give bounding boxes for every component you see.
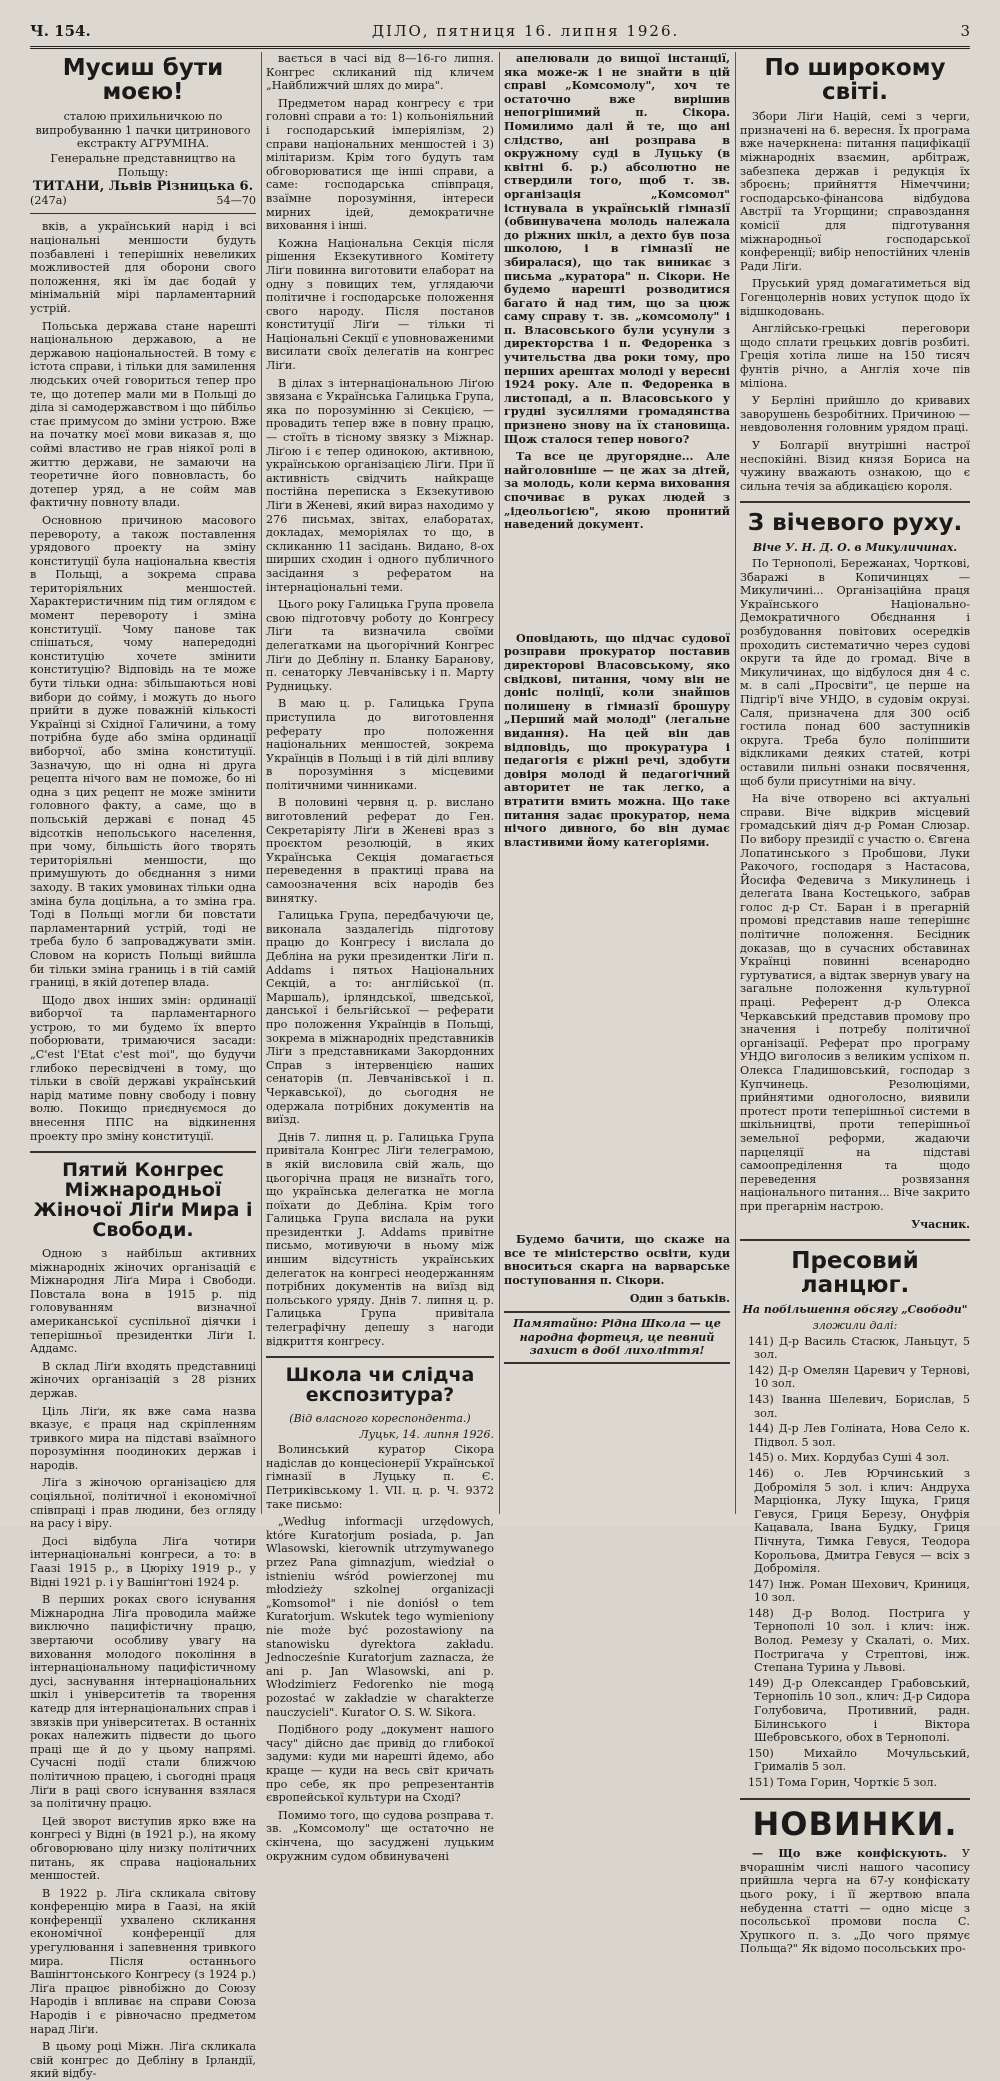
article-paragraph: Волинський куратор Сікора надіслав до концесіонерії Української гімназії в Луцьку п. Є. Петриківському 1. VII. ц. р. Ч. 9372 таке письмо: bbox=[266, 1443, 494, 1511]
list-item: 142) Д-р Омелян Царевич у Тернові, 10 зол. bbox=[748, 1363, 970, 1391]
list-item: 148) Д-р Волод. Пострига у Тернополі 10 зол. і клич: інж. Волод. Ремезу у Скалаті, о. Мих. Постригача у Стрептові, інж. Степана Турина у Львові. bbox=[748, 1606, 970, 1675]
column-divider bbox=[735, 52, 736, 1514]
divider bbox=[740, 1798, 970, 1800]
masthead bbox=[30, 18, 970, 44]
column-divider bbox=[499, 52, 500, 1514]
article-paragraph: вків, а український нарід і всі національні меншости будуть позбавлені і теперішніх невеликих можливостей для оборони свого положення, які їм дає бодай у мінімальній мірі парламентарний устрій. bbox=[30, 220, 256, 315]
news-item: Пруський уряд домагатиметься від Гогенцолернів нових уступок щодо їх відшкодовань. bbox=[740, 277, 970, 318]
divider bbox=[740, 501, 970, 503]
list-item: 145) о. Мих. Кордубаз Суші 4 зол. bbox=[748, 1451, 950, 1465]
column-divider bbox=[261, 52, 262, 1514]
section-headline: По широкому світі. bbox=[764, 55, 946, 106]
article-paragraph: Будемо бачити, що скаже на все те міністерство освіти, куди вноситься скарга на варварське поступовання п. Сікори. bbox=[504, 1232, 730, 1288]
news-item: Збори Ліґи Націй, семі з черги, призначені на 6. вересня. Їх програма вже начеркнена: питання пацифікації міжнародніх взаємин, арбітраж, забезпека держав і редукція їх зброєнь; прийняття Німеччини; господарсько-фінансова відбудова Австрії та Угорщини; справоздання комісії для підготування міжнародньої господарської конференції; вибір непостійних членів Ради Ліґи. bbox=[740, 110, 970, 273]
ad-code: (247а) bbox=[30, 193, 67, 207]
newspaper-title-date: ДІЛО, пятниця 16. липня 1926. bbox=[371, 22, 680, 40]
article-paragraph: Досі відбула Ліґа чотири інтернаціональні конгреси, а то: в Гаазі 1915 р., в Цюріху 1919 р., у Відні 1921 р. і у Вашінґтоні 1924 р. bbox=[30, 1534, 256, 1589]
article-paragraph: Та все це другорядне... Але найголовніше — це жах за дітей, за молодь, коли керма виховання спочиває в руках людей з „ідеольогією", якою пронитий наведений документ. bbox=[504, 449, 730, 532]
list-item: 147) Інж. Роман Шехович, Криниця, 10 зол. bbox=[748, 1577, 970, 1605]
column-2 bbox=[266, 52, 494, 1863]
article-paragraph: В склад Ліґи входять представниці жіночих організацій з 28 різних держав. bbox=[30, 1359, 256, 1400]
article-paragraph: В 1922 р. Ліґа скликала світову конференцію мира в Гаазі, на якій конференції ухвалено скликання економічної конференції для урегулювання і запевнення тривкого мира. Після останнього Вашінгтонського Конгресу (з 1924 р.) Ліґа працює рівнобіжно до Союзу Народів і впливає на справи Союза Народів і є рівночасно предметом нарад Ліґи. bbox=[30, 1886, 256, 2036]
article-paragraph: Кожна Національна Секція після рішення Екзекутивного Комітету Ліґи повинна виготовити елаборат на одну з повищих тем, углядаючи політичне і господарське положення свого народу. Після постанов конституції Ліґи — тільки ті Національні Секції є уповноваженими висилати своїх делегатів на конгрес Ліґи. bbox=[266, 236, 494, 373]
list-item: 146) о. Лев Юрчинський з Доброміля 5 зол. і клич: Андруха Марціонка, Луку Іщука, Гриця Гевуся, Гриця Березу, Онуфрія Кацавала, Івана Будку, Гриця Пічнута, Тимка Гевуся, Теодора Корольова, Дмитра Гевуся — всіх з Доброміля. bbox=[748, 1466, 970, 1576]
section-subtitle: зложили далі: bbox=[812, 1319, 898, 1333]
article-paragraph: В маю ц. р. Галицька Група приступила до виготовлення реферату про положення національних меншостей, зокрема Українців в Польщі і в тій ділі впливу в порозуміння з місцевими політичними чинниками. bbox=[266, 697, 494, 792]
news-item: У Болгарії внутрішні настрої неспокійні. Візид князя Бориса на чужину вважають ознакою, що є сильна течія за абдикацією короля. bbox=[740, 438, 970, 493]
list-item: 141) Д-р Василь Стасюк, Ланьцут, 5 зол. bbox=[748, 1334, 970, 1362]
column-3 bbox=[504, 52, 730, 1514]
article-signature: Учасник. bbox=[911, 1217, 970, 1231]
column-4 bbox=[740, 52, 970, 1956]
article-headline: Пятий Конгрес Міжнародньої Жіночої Ліґи Мира і Свободи. bbox=[33, 1159, 253, 1242]
divider bbox=[266, 1356, 494, 1358]
list-item: 149) Д-р Олександер Грабовський, Тернопіль 10 зол., клич: Д-р Сидора Голубовича, Противний, радн. Білинського і Віктора Шебровського, обох в Тернополі. bbox=[748, 1676, 970, 1745]
list-item: 144) Д-р Лев Голіната, Нова Село к. Підвол. 5 зол. bbox=[748, 1422, 970, 1449]
article-paragraph: Помимо того, що судова розправа т. зв. „Комсомолу" ще остаточно не скінчена, що засуджені луцьким окружним судом обвинувачені bbox=[266, 1808, 494, 1863]
list-item: 143) Іванна Шелевич, Борислав, 5 зол. bbox=[748, 1392, 970, 1420]
article-paragraph: Ціль Ліґи, як вже сама назва вказує, є праця над скріпленням тривкого мира на підставі взаїмного порозуміння поодиноких держав і народів. bbox=[30, 1404, 256, 1472]
top-rule bbox=[30, 46, 970, 49]
article-paragraph: На віче отворено всі актуальні справи. Віче відкрив місцевий громадський діяч д-р Роман Слюзар. По вибору президії с участю о. Євгена Лопатинського з Пробшови, Луки Ракочого, господаря з Настасова, Йосифа Федевича з Микулинець і делегата Івана Костецького, забрав голос д-р Ст. Баран і в прегарній промові представив наше теперішнє політичне положення. Бесідник доказав, що в сучасних обставинах Українці повинні всенародно гуртуватися, а відтак звернув увагу на загальне положення культурної праці. Референт д-р Олекса Черкавський представив промову про значення і потребу політичної організації. Реферат про програму УНДО виголосив з великим успіхом п. Олекса Гладишовський, господар з Купчинець. Резолюціями, прийнятими одноголосно, виявили протест проти теперішньої системи в шкільництві, проти теперішньої земельної реформи, жадаючи парцеляції на підставі самоопреділення та щодо переведення розвязання національного питання... Віче закрито при прегарнім настрою. bbox=[740, 792, 970, 1213]
ad-codes bbox=[30, 194, 256, 208]
news-item: У вчорашнім числі нашого часопису прийшла черга на 67-у конфіскату цього року, і її жертвою впала небуденна статті — одно місце з посольської промови посла С. Хрупкого п. з. „До чого прямує Польща?" Як відомо посольських про- bbox=[740, 1847, 970, 1956]
quoted-letter: „Według informacji urzędowych, które Kuratorjum posiada, p. Jan Wlasowski, kierownik utrzymywanego przez Pana gimnazjum, wiedział o istnieniu wśród powierzonej mu młodzieży szkolnej organizacji „Komsomoł" i nie doniósł o tem Kuratorjum. Wskutek tego wymieniony nie może być pozostawiony na stanowisku dyrektora zakładu. Jednocześnie Kuratorjum zaznacza, że ani p. Jan Wlasowski, ani p. Włodzimierz Fedorenko nie mogą pozostać w zakładzie w charakterze nauczycieli". Kurator O. S. W. Sikora. bbox=[266, 1515, 494, 1719]
article-paragraph: По Тернополі, Бережанах, Чорткові, Збаражі в Копичинцях — Микуличині... Організаційна праця Українського Національно-Демократичного Обєднання і розбудовання повітових осередків проходить систематично через судові округи та йде до громад. Віче в Микуличинах, що відбулося дня 4 с. м. в салі „Просвіти", це перше на Підгір'ї віче УНДО, в судовім окрузі. Саля, призначена для 300 осіб гостила понад 600 заступників округа. Треба було поліпшити відкликами деяких статей, котрі оставили пильні ознаки посвячення, щоб були присутніми на вічу. bbox=[740, 557, 970, 788]
article-paragraph: Основною причиною масового перевороту, а також поставлення урядового проекту на зміну конституції була національна квестія в Польщі, а зокрема справа територіяльних меншостей. Характеристичним під тим оглядом є момент перевороту і зміна конституції. Чому панове так спішаться, чому напередодні конституцію хочете змінити конституцію? Відповідь на те може бути тільки одна: збільшаються нові вибори до сойму, і можуть до нього прийти в дуже поважній кількості Українці зі Східної Галичини, а тому потрібна буде або зміна ординації виборчої, або зміна конституції. Зазначую, що ні одна ні друга рецепта нічого вам не поможе, бо ні одна з цих рецепт не може змінити головного факту, а саме, що в польській державі є понад 45 відсотків непольського населення, при чому, більшість його творять територіяльні меншости, що примушують до обєднання з ними заходу. В таких умовинах тільки одна зміна була доцільна, а то зміна гра. Тоді в Польщі могли би повстати парламентарний устрій, тоді не треба було б запроваджувати змін. Словом на користь Польщі вийшла би тільки зміна границь і в тій самій границі, в якій дотепер влада. bbox=[30, 513, 256, 990]
issue-number: Ч. 154. bbox=[30, 22, 91, 40]
ad-representative: Генеральне представництво на Польщу: bbox=[50, 152, 236, 179]
article-paragraph: В половині червня ц. р. вислано виготовлений реферат до Ген. Секретаріяту Ліґи в Женеві враз з проєктом резолюцій, в яких Українська Секція домагається переведення в практиці права на самоозначення всіх народів без винятку. bbox=[266, 796, 494, 905]
page-number: 3 bbox=[960, 22, 970, 40]
section-subtitle: Віче У. Н. Д. О. в Микуличинах. bbox=[752, 541, 958, 555]
column-1 bbox=[30, 52, 256, 2081]
article-paragraph: Польська держава стане нарешті національною державою, а не державою національностей. В тому є істота справи, і тільки для замилення людських очей говориться тепер про те, що дотепер мали ми в Польщі до діла зі самодержавством і що пйбільо стає примусом до зміни устрою. Вже на початку моєї мови виказав я, що соймі властиво не грав ніякої ролі в життю держави, не замаючи на теоретичне його повновласть, бо дотепер уряд, а не сойм мав фактичну повноту влади. bbox=[30, 319, 256, 510]
ad-number: 54—70 bbox=[216, 193, 256, 207]
article-paragraph: Щодо двох інших змін: ординації виборчої та парламентарного устрою, то ми будемо їх вперто поборювати, тримаючися засади: „С'est l'Etat c'est moi", що будучи глибоко пересвідчені в тому, що тільки в своїй державі український нарід матиме повну свободу і повну волю. Покищо приєднуємося до внесення ППС на відкинення проекту про зміну конституції. bbox=[30, 993, 256, 1143]
article-paragraph: В ділах з інтернаціональною Ліґою звязана є Українська Галицька Група, яка по порозумінню зі Секцією, — провадить тепер вже в повну працю, — стоїть в тісному звязку з Міжнар. Ліґою і є тепер одинокою, активною, українською організацією Ліґи. При її активність свідчить найкраще постійна переписка з Екзекутивою Ліґи в Женеві, який вираз находимо у 276 письмах, звітах, елаборатах, докладах, меморіялах то що, в скликанню 11 засідань. Видано, 8-ох ширших сходин і одного публичного засідання з рефератом на інтернаціональні теми. bbox=[266, 376, 494, 594]
article-paragraph: Галицька Група, передбачуючи це, виконала заздалегідь підготову працю до Конгресу і вислала до Дебліна на руки президентки Ліґи п. Addams і пятьох Національних Секцій, а то: англійської (п. Маршаль), ірляндської, шведської, данської і бельгійської — реферати про положення Українців в Польщі, зокрема в міжнародніх представників Ліґи з представниками Закордонних Справ з інтервенцією наших сенаторів (п. Левчанівської і п. Черкавської), до сьогодня не одержала потрібних документів на виїзд. bbox=[266, 909, 494, 1127]
news-item: У Берліні прийшло до кривавих заворушень безробітних. Причиною — невдоволення головним урядом праці. bbox=[740, 394, 970, 435]
news-item: Англійсько-грецькі переговори щодо сплати грецьких довгів розбиті. Греція хотіла лише на 150 тисяч фунтів річно, а Англія хоче пів міліона. bbox=[740, 322, 970, 390]
article-paragraph: вається в часі від 8—16-го липня. Конгрес скликаний під кличем „Найближчий шлях до мира". bbox=[266, 52, 494, 93]
section-headline: З вічевого руху. bbox=[747, 510, 963, 537]
ad-text: сталою прихильничкою по випробуванню 1 пачки цитринового екстракту АГРУМІНА. bbox=[35, 110, 251, 151]
article-paragraph: В цьому році Міжн. Ліґа скликала свій конгрес до Дебліну в Ірландії, який відбу- bbox=[30, 2040, 256, 2081]
article-signature: Один з батьків. bbox=[629, 1291, 730, 1305]
article-paragraph: Цього року Галицька Група провела свою підготовчу роботу до Конгресу Ліґи та визначила своїми делегатками на цьогорічний Конгрес Ліґи до Дебліну п. Бланку Баранову, п. сенаторку Левчанівську і п. Марту Рудницьку. bbox=[266, 598, 494, 693]
ad-firm: ТИТАНИ, Львів Різницька 6. bbox=[32, 179, 254, 195]
section-headline: Пресовий ланцюг. bbox=[791, 1248, 919, 1299]
ad-headline: Мусиш бути моєю! bbox=[62, 55, 224, 106]
list-item: 150) Михайло Мочульський, Грималів 5 зол. bbox=[748, 1746, 970, 1774]
list-item: 151) Тома Горин, Чорткіє 5 зол. bbox=[748, 1776, 938, 1790]
section-subtitle: На побільшення обсягу „Свободи" bbox=[742, 1303, 968, 1317]
article-headline: Школа чи слідча експозитура? bbox=[285, 1364, 475, 1407]
divider bbox=[740, 1239, 970, 1241]
article-byline: (Від власного кореспондента.) bbox=[289, 1412, 471, 1426]
censored-blank bbox=[504, 536, 730, 632]
article-paragraph: Одною з найбільш активних міжнародніх жіночих організацій є Міжнародня Ліґа Мира і Свободи. Повстала вона в 1915 р. під головуванням визначної американської суспільної діячки і теперішньої президентки Ліґи І. Аддамс. bbox=[30, 1246, 256, 1356]
article-dateline: Луцьк, 14. липня 1926. bbox=[359, 1427, 494, 1441]
news-lead: — Що вже конфіскують. bbox=[752, 1846, 947, 1861]
article-paragraph: Предметом нарад конгресу є три головні справи а то: 1) кольоніяльний і господарський імперіялізм, 2) справи національних меншостей і 3) мілітаризм. Крім того будуть там обговорюватися ще інші справи, а саме: господарська співпраця, взаїмне порозуміння, інтереси мирних ідей, демократичне виховання і інші. bbox=[266, 96, 494, 233]
article-paragraph: Оповідають, що підчас судової розправи прокуратор поставив директорові Власовському, яко свідкові, питання, чому він не доніс поліції, коли знайшов полишену в гімназії брошуру „Перший май молоді" (легальне видання). На цей він дав відповідь, що прокуратура і педагогія є ріжні речі, здобути довіря молоді й педагогічний авторитет не так легко, а втратити вмить можна. Що таке питання задає прокуратор, нема нічого дивного, бо він думає властивими йому категоріями. bbox=[504, 630, 730, 849]
censored-blank bbox=[504, 853, 730, 1233]
motto-box: Памятайно: Рідна Школа — це народна фортеця, це певний захист в добі лихоліття! bbox=[504, 1311, 730, 1364]
article-paragraph: В перших роках свого існування Міжнародна Ліґа проводила майже виключно пацифістичну працю, звертаючи особливу увагу на виховання молодого покоління в інтернаціональному пацифістичному дусі, заснування інтернаціональних шкіл і університетів та творення катедр для інтернаціональних справ і звязків при університетах. В останніх роках належить підвести до цього праці ще й до у цьому напрямі. Сучасні події стали ближчою політичною працею, і сьогодні праця Ліґи в раці свого існування взялася за політичну працю. bbox=[30, 1593, 256, 1811]
section-headline: НОВИНКИ. bbox=[752, 1804, 958, 1843]
divider bbox=[30, 213, 256, 214]
article-paragraph: Ліґа з жіночою організацією для соціяльної, політичної і економічної співпраці і прав людини, без огляду на расу і віру. bbox=[30, 1476, 256, 1531]
article-paragraph: Подібного роду „документ нашого часу" дійсно дає привід до глибокої задуми: куди ми нарешті йдемо, або краще — куди на весь світ кричать про себе, як про репрезентантів європейської культури на Сході? bbox=[266, 1723, 494, 1805]
divider bbox=[30, 1151, 256, 1153]
article-paragraph: Цей зворот виступив ярко вже на конгресі у Відні (в 1921 р.), на якому обговорювано цілу низку політичних питань, як справа національних меншостей. bbox=[30, 1814, 256, 1883]
article-paragraph: апелювали до вищої інстанції, яка може-ж і не знайти в цій справі „Комсомолу", хоч те остаточно вже вирішив непогрішимий п. Сікора. Помилимо далі й те, що ані слідство, ані розправа в окружному суді в Луцьку (в квітні б. р.) абсолютно не ствердили того, щоб т. зв. організація „Комсомол" істнувала в українській гімназії (обвинувачена молодь належала до ріжних шкіл, а дехто був поза школою, і в гімназії не збиралася), що так виникає з письма „куратора" п. Сікори. Не будемо нарешті розводитися багато й над тим, що за цюж саму справу т. зв. „комсомолу" і п. Власовського були усунули з директорства і п. Федоренка з учительства два роки тому, про перших арештах молоді у вересні 1924 року. Але п. Федоренка в листопаді, а п. Власовського у грудні зусиллями громадянства признено знову на їх становища. Щож сталося тепер нового? bbox=[504, 51, 730, 446]
donor-list bbox=[740, 1335, 970, 1790]
article-paragraph: Днів 7. липня ц. р. Галицька Група привітала Конгрес Ліґи телеграмою, в якій висловила свій жаль, що цьогорічна праця не визнаїть того, що українська делегатка не могла поїхати до Дебліна. Крім того Галицька Група вислала на руки президентки J. Addams привітне письмо, мотивуючи в ньому між иншим відсутність українських делегаток на конгресі неодержанням потрібних документів на виїзд від польського уряду. Днів 7. липня ц. р. Галицька Група привітала телеграфічну депешу з нагоди відкриття конгресу. bbox=[266, 1130, 494, 1348]
